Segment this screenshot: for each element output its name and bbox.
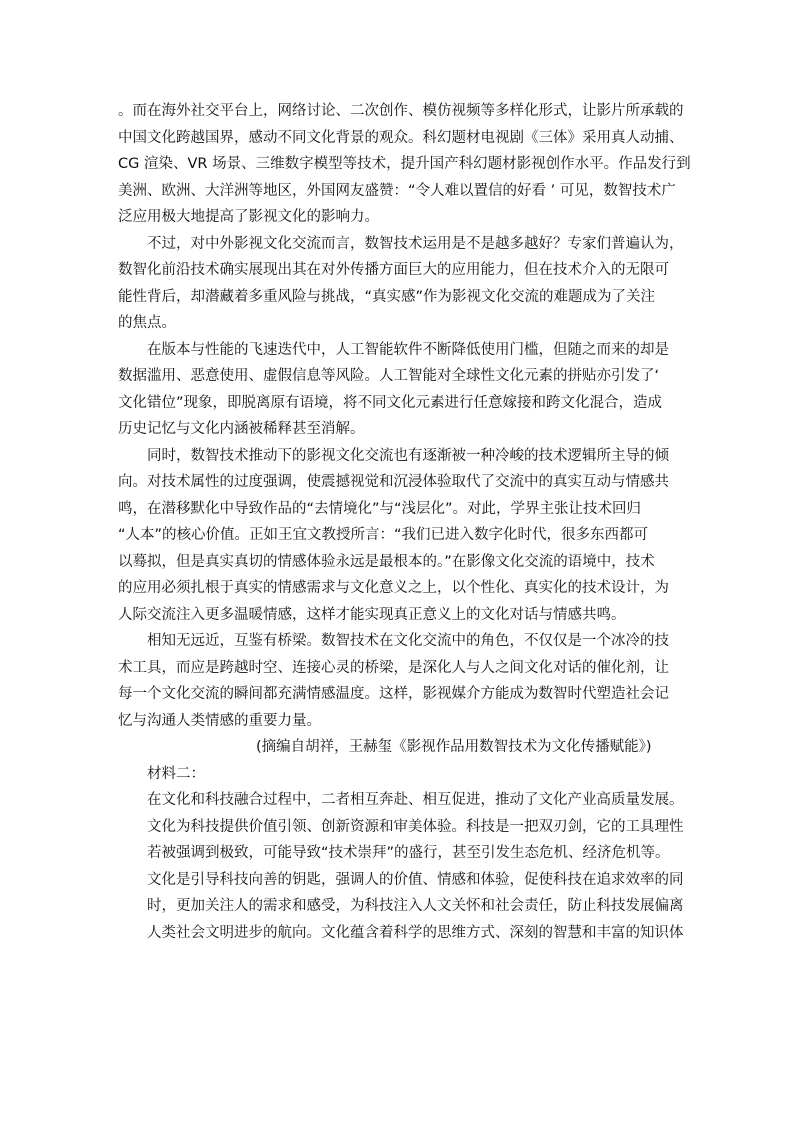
paragraph-start-line: 在版本与性能的飞速迭代中，人工智能软件不断降低使用门槛，但随之而来的却是 (147, 341, 669, 358)
text-line: 人类社会文明进步的航向。文化蕴含着科学的思维方式、深刻的智慧和丰富的知识体 (147, 924, 684, 941)
text-line: 美洲、欧洲、大洋洲等地区，外国网友盛赞：“令人难以置信的好看 ’ 可见，数智技术广 (118, 182, 676, 199)
text-line: 忆与沟通人类情感的重要力量。 (118, 712, 321, 729)
paragraph-start-line: 不过，对中外影视文化交流而言，数智技术运用是不是越多越好？专家们普遍认为， (147, 235, 684, 252)
text-line: 若被强调到极致，可能导致“技术崇拜”的盛行，甚至引发生态危机、经济危机等。 (147, 845, 670, 861)
text-line: 数智化前沿技术确实展现出其在对外传播方面巨大的应用能力，但在技术介入的无限可 (118, 262, 669, 278)
text-line: 文化是引导科技向善的钥匙，强调人的价值、情感和体验，促使科技在追求效率的同 (147, 871, 684, 888)
paragraph-start-line: 相知无远近，互鉴有桥梁。数智技术在文化交流中的角色，不仅仅是一个冰冷的技 (147, 633, 669, 649)
text-line: 能性背后，却潜藏着多重风险与挑战，“真实感”作为影视文化交流的难题成为了关注 (118, 288, 656, 305)
text-line: 向。对技术属性的过度强调，使震撼视觉和沉浸体验取代了交流中的真实互动与情感共 (118, 474, 669, 490)
text-line: 历史记忆与文化内涵被稀释甚至消解。 (118, 421, 365, 437)
text-line: 人际交流注入更多温暖情感，这样才能实现真正意义上的文化对话与情感共鸣。 (118, 606, 626, 623)
text-line: 在文化和科技融合过程中，二者相互奔赴、相互促进，推动了文化产业高质量发展。 (147, 792, 684, 808)
text-line: 鸣，在潜移默化中导致作品的“去情境化”与“浅层化”。对此，学界主张让技术回归 (118, 500, 642, 517)
text-line: 的焦点。 (118, 315, 176, 331)
text-line: 时，更加关注人的需求和感受，为科技注入人文关怀和社会责任，防止科技发展偏离 (147, 898, 684, 914)
text-line: 以蓦拟，但是真实真切的情感体验永远是最根本的。”在影像文化交流的语境中，技术 (118, 553, 655, 570)
text-line: 泛应用极大地提高了影视文化的影响力。 (118, 209, 379, 225)
text-line: 的应用必须扎根于真实的情感需求与文化意义之上，以个性化、真实化的技术设计，为 (118, 580, 669, 596)
text-line: CG 渲染、VR 场景、三维数字模型等技术，提升国产科幻题材影视创作水平。作品发行到 (118, 156, 691, 172)
paragraph-start-line: 同时，数智技术推动下的影视文化交流也有逐渐被一种冷峻的技术逻辑所主导的倾 (147, 447, 669, 464)
document-body (118, 98, 691, 946)
text-line: 数据滥用、恶意使用、虚假信息等风险。人工智能对全球性文化元素的拼贴亦引发了‘ (118, 368, 660, 384)
text-line: 文化为科技提供价值引领、创新资源和审美体验。科技是一把双刃剑，它的工具理性 (147, 818, 684, 835)
text-line: 每一个文化交流的瞬间都充满情感温度。这样，影视媒介方能成为数智时代塑造社会记 (118, 686, 669, 702)
text-line: 中国文化跨越国界，感动不同文化背景的观众。科幻题材电视剧《三体》采用真人动捕、 (118, 129, 684, 146)
citation-line: (摘编自胡祥，王赫玺《影视作品用数智技术为文化传播赋能》) (256, 739, 652, 755)
text-line: 文化错位”现象，即脱离原有语境，将不同文化元素进行任意嫁接和跨文化混合，造成 (118, 394, 663, 411)
text-line: “人本”的核心价值。正如王宜文教授所言：“我们已进入数字化时代，很多东西都可 (118, 527, 649, 543)
text-line: 术工具，而应是跨越时空、连接心灵的桥梁，是深化人与人之间文化对话的催化剂，让 (118, 659, 669, 676)
text-line: 。而在海外社交平台上，网络讨论、二次创作、模仿视频等多样化形式，让影片所承载的 (118, 103, 684, 119)
section-heading: 材料二： (147, 765, 205, 782)
